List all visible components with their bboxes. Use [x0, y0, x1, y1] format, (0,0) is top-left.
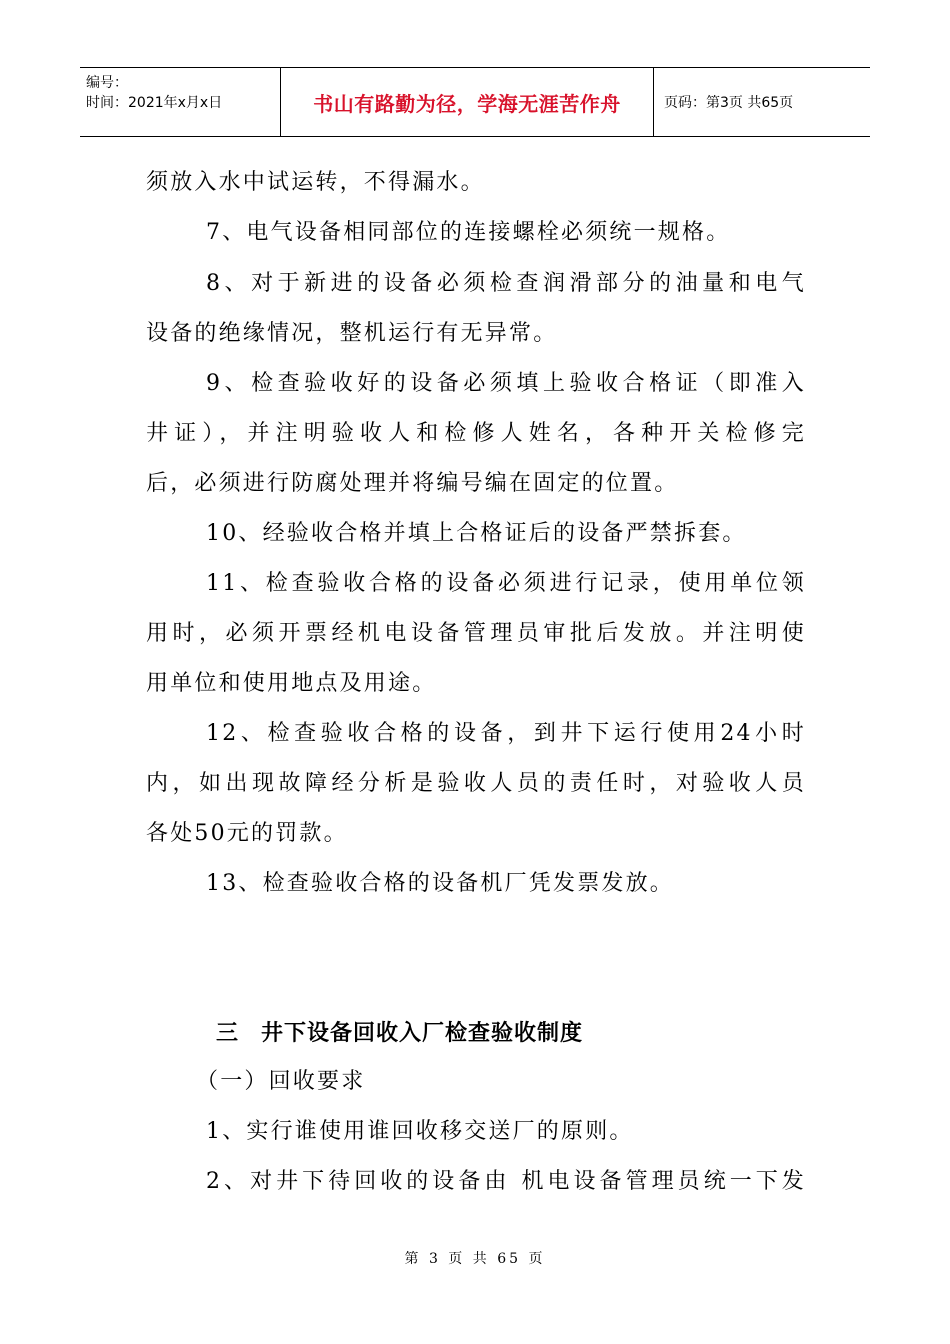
body-line: 9、检查验收好的设备必须填上验收合格证（即准入 — [206, 371, 806, 396]
page-footer: 第 3 页 共 65 页 — [404, 1251, 546, 1267]
page-label: 页码：第3页 共65页 — [664, 95, 794, 111]
time-label: 时间：2021年x月x日 — [86, 95, 223, 111]
section-title: 井下设备回收入厂检查验收制度 — [261, 1021, 584, 1046]
body-line: 用单位和使用地点及用途。 — [146, 671, 437, 696]
header-meta — [80, 68, 281, 136]
section-heading — [216, 1016, 583, 1047]
page-header — [80, 67, 870, 137]
body-line: 12、检查验收合格的设备，到井下运行使用24小时 — [206, 721, 806, 746]
body-line: 各处50元的罚款。 — [146, 821, 348, 846]
body-line: 2、对井下待回收的设备由 机电设备管理员统一下发 — [206, 1169, 806, 1194]
body-line: 井证），并注明验收人和检修人姓名，各种开关检修完 — [146, 421, 806, 446]
body-line: 1、实行谁使用谁回收移交送厂的原则。 — [206, 1119, 634, 1144]
body-line: 10、经验收合格并填上合格证后的设备严禁拆套。 — [206, 521, 747, 546]
body-line: 11、检查验收合格的设备必须进行记录，使用单位领 — [206, 571, 806, 596]
body-line: 用时，必须开票经机电设备管理员审批后发放。并注明使 — [146, 621, 806, 646]
section-number: 三 — [216, 1021, 240, 1046]
body-line: 7、电气设备相同部位的连接螺栓必须统一规格。 — [206, 220, 731, 245]
body-line: 须放入水中试运转，不得漏水。 — [146, 170, 485, 195]
body-line: 13、检查验收合格的设备机厂凭发票发放。 — [206, 871, 674, 896]
header-motto — [281, 68, 654, 136]
code-label: 编号： — [86, 75, 128, 91]
sub-heading: （一）回收要求 — [196, 1069, 366, 1094]
body-line: 后，必须进行防腐处理并将编号编在固定的位置。 — [146, 471, 679, 496]
body-line: 内，如出现故障经分析是验收人员的责任时，对验收人员 — [146, 771, 806, 796]
body-line: 设备的绝缘情况，整机运行有无异常。 — [146, 321, 558, 346]
motto-text: 书山有路勤为径，学海无涯苦作舟 — [313, 91, 621, 116]
body-line: 8、对于新进的设备必须检查润滑部分的油量和电气 — [206, 271, 806, 296]
header-page-info — [654, 68, 870, 136]
